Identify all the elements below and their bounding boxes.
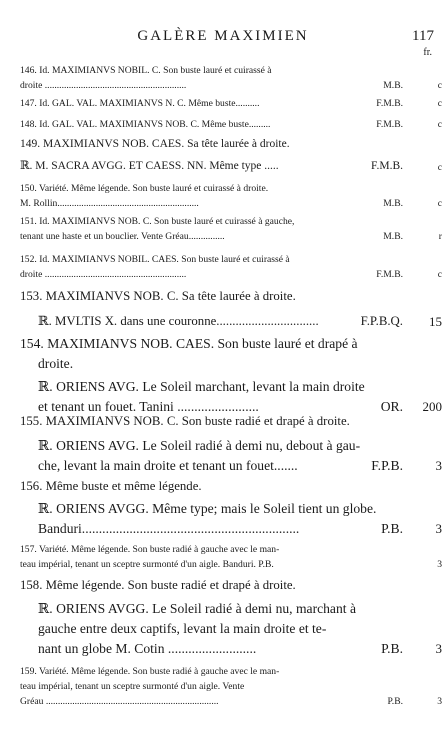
entry-line: 158. Même légende. Son buste radié et drapé à droite. bbox=[20, 578, 296, 592]
denomination: OR. bbox=[380, 399, 403, 414]
entry-line: droite ........................................................... bbox=[20, 269, 187, 280]
entry-line: che, levant la main droite et tenant un fouet....... bbox=[38, 458, 298, 473]
rarity-value: r bbox=[438, 231, 442, 242]
entry-line: 147. Id. GAL. VAL. MAXIMIANVS N. C. Même buste.......... bbox=[20, 98, 260, 109]
entry-line: 153. MAXIMIANVS NOB. C. Sa tête laurée à droite. bbox=[20, 289, 296, 303]
denomination: F.P.B. bbox=[371, 458, 403, 473]
denomination: P.B. bbox=[381, 521, 403, 536]
entry-line: 148. Id. GAL. VAL. MAXIMIANVS NOB. C. Même buste......... bbox=[20, 119, 271, 130]
entry-line: droite ........................................................... bbox=[20, 80, 187, 91]
denomination: F.M.B. bbox=[376, 98, 403, 109]
rarity-value: 3 bbox=[437, 559, 442, 570]
entry-line: droite. bbox=[38, 356, 74, 371]
denomination: F.P.B.Q. bbox=[360, 314, 403, 328]
entry-159 bbox=[20, 664, 403, 709]
entry-line: Banduri................................................................ bbox=[38, 521, 300, 536]
entry-156-reverse bbox=[20, 499, 403, 539]
entry-149-reverse bbox=[20, 158, 403, 174]
entry-line: ℝ. M. SACRA AVGG. ET CAESS. NN. Même type ..... bbox=[20, 160, 279, 172]
entry-line: 154. MAXIMIANVS NOB. CAES. Son buste lauré et drapé à bbox=[20, 336, 358, 351]
entry-156 bbox=[20, 477, 403, 495]
entry-152 bbox=[20, 252, 403, 282]
entry-line: ℝ. ORIENS AVGG. Le Soleil radié à demi nu, marchant à bbox=[38, 601, 356, 616]
entry-line: 156. Même buste et même légende. bbox=[20, 479, 202, 493]
entry-158-reverse bbox=[20, 599, 403, 659]
denomination: P.B. bbox=[387, 696, 403, 707]
entry-line: 146. Id. MAXIMIANVS NOBIL. C. Son buste lauré et cuirassé à bbox=[20, 65, 272, 76]
value-unit: fr. bbox=[423, 47, 432, 58]
rarity-value: 15 bbox=[429, 314, 442, 329]
entry-150 bbox=[20, 181, 403, 211]
denomination: M.B. bbox=[383, 80, 403, 91]
entry-line: 149. MAXIMIANVS NOB. CAES. Sa tête laurée à droite. bbox=[20, 138, 290, 150]
entry-line: tenant une haste et un bouclier. Vente Gréau............... bbox=[20, 231, 225, 242]
entry-line: Gréau ........................................................................ bbox=[20, 696, 219, 707]
entry-151 bbox=[20, 214, 403, 244]
entry-line: ℝ. ORIENS AVG. Le Soleil marchant, levant la main droite bbox=[38, 379, 365, 394]
page-title: GALÈRE MAXIMIEN bbox=[137, 28, 309, 44]
rarity-value: c bbox=[437, 162, 442, 173]
rarity-value: c bbox=[437, 119, 442, 130]
entry-line: teau impérial, tenant un sceptre surmonté d'un aigle. Vente bbox=[20, 681, 245, 692]
entry-line: teau impérial, tenant un sceptre surmonté d'un aigle. Banduri. P.B. bbox=[20, 559, 274, 570]
entry-line: M. Rollin........................................................... bbox=[20, 198, 199, 209]
entry-153 bbox=[20, 287, 403, 305]
entry-line: nant un globe M. Cotin .......................... bbox=[38, 641, 257, 656]
entry-155 bbox=[20, 412, 403, 430]
denomination: F.M.B. bbox=[371, 160, 403, 172]
rarity-value: c bbox=[437, 269, 442, 280]
denomination: F.M.B. bbox=[376, 269, 403, 280]
denomination: P.B. bbox=[381, 641, 403, 656]
entry-153-reverse bbox=[20, 312, 403, 330]
entry-line: et tenant un fouet. Tanini ........................ bbox=[38, 399, 259, 414]
entry-line: ℝ. ORIENS AVG. Le Soleil radié à demi nu, debout à gau- bbox=[38, 438, 361, 453]
entry-147 bbox=[20, 96, 403, 111]
entry-line: 151. Id. MAXIMIANVS NOB. C. Son buste lauré et cuirassé à gauche, bbox=[20, 216, 295, 227]
denomination: M.B. bbox=[383, 231, 403, 242]
rarity-value: 3 bbox=[435, 458, 442, 473]
entry-154 bbox=[20, 334, 403, 374]
entry-line: 159. Variété. Même légende. Son buste radié à gauche avec le man- bbox=[20, 666, 280, 677]
entry-line: 150. Variété. Même légende. Son buste lauré et cuirassé à droite. bbox=[20, 183, 269, 194]
entry-158 bbox=[20, 576, 403, 594]
rarity-value: 3 bbox=[435, 521, 442, 536]
rarity-value: 3 bbox=[437, 696, 442, 707]
denomination: M.B. bbox=[383, 198, 403, 209]
rarity-value: c bbox=[437, 98, 442, 109]
entry-148 bbox=[20, 117, 403, 132]
entry-157 bbox=[20, 542, 403, 572]
denomination: F.M.B. bbox=[376, 119, 403, 130]
entry-line: 155. MAXIMIANVS NOB. C. Son buste radié et drapé à droite. bbox=[20, 414, 350, 428]
rarity-value: c bbox=[437, 80, 442, 91]
rarity-value: 3 bbox=[435, 641, 442, 656]
entry-155-reverse bbox=[20, 436, 403, 476]
entry-line: ℝ. MVLTIS X. dans une couronne................................ bbox=[38, 314, 319, 328]
entry-146 bbox=[20, 63, 403, 93]
page-number: 117 bbox=[412, 28, 434, 44]
entry-line: 157. Variété. Même légende. Son buste radié à gauche avec le man- bbox=[20, 544, 280, 555]
rarity-value: 200 bbox=[422, 399, 442, 414]
entry-line: ℝ. ORIENS AVGG. Même type; mais le Soleil tient un globe. bbox=[38, 501, 377, 516]
entry-line: gauche entre deux captifs, levant la main droite et te- bbox=[38, 621, 327, 636]
rarity-value: c bbox=[437, 198, 442, 209]
entry-154-reverse bbox=[20, 377, 403, 417]
entry-line: 152. Id. MAXIMIANVS NOBIL. CAES. Son buste lauré et cuirassé à bbox=[20, 254, 290, 265]
entry-149 bbox=[20, 136, 403, 152]
